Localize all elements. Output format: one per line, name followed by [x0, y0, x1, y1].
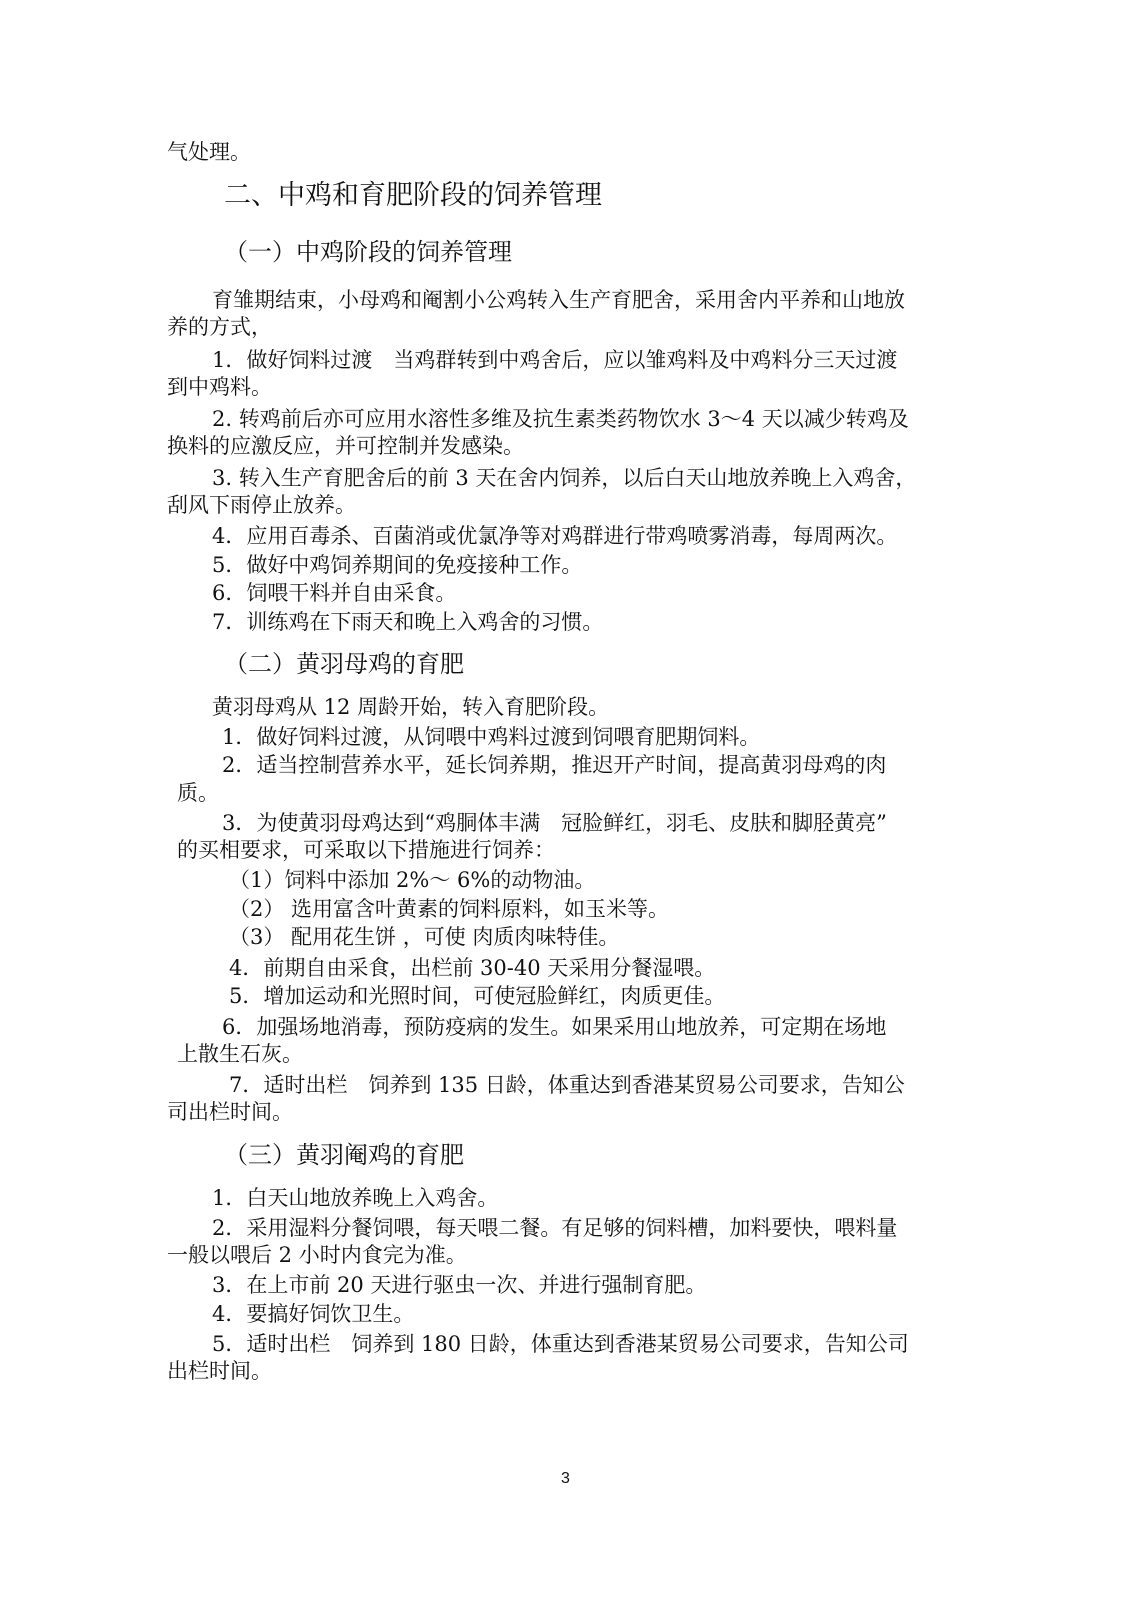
list-item-line: 5．做好中鸡饲养期间的免疫接种工作。 [212, 553, 583, 577]
list-item-line: 到中鸡料。 [167, 375, 272, 399]
list-item-line: 6．加强场地消毒，预防疫病的发生。如果采用山地放养，可定期在场地 [222, 1015, 887, 1039]
list-item-line: 3．为使黄羽母鸡达到“鸡胴体丰满 冠脸鲜红，羽毛、皮肤和脚胫黄亮” [222, 811, 887, 835]
intro-tail-text: 气处理。 [167, 140, 251, 164]
list-item-line: 司出栏时间。 [167, 1100, 293, 1124]
list-item-line: 质。 [177, 781, 219, 805]
list-item-line: 出栏时间。 [167, 1359, 272, 1383]
list-item-line: 6．饲喂干料并自由采食。 [212, 581, 457, 605]
sub-list-item: （1）饲料中添加 2%～ 6%的动物油。 [229, 868, 596, 892]
section-heading: 二、中鸡和育肥阶段的饲养管理 [224, 180, 602, 211]
list-item-line: 4．要搞好饲饮卫生。 [212, 1302, 415, 1326]
paragraph-line: 育雏期结束，小母鸡和阉割小公鸡转入生产育肥舍，采用舍内平养和山地放 [212, 288, 905, 312]
list-item-line: 上散生石灰。 [177, 1042, 303, 1066]
sub-list-item: （2） 选用富含叶黄素的饲料原料，如玉米等。 [229, 897, 670, 921]
page-number: 3 [561, 1470, 570, 1487]
list-item-line: 的买相要求，可采取以下措施进行饲养： [177, 838, 555, 862]
list-item-line: 2. 转鸡前后亦可应用水溶性多维及抗生素类药物饮水 3～4 天以减少转鸡及 [212, 407, 909, 431]
list-item-line: 2．适当控制营养水平，延长饲养期，推迟开产时间，提高黄羽母鸡的肉 [222, 753, 887, 777]
list-item-line: 1．做好饲料过渡 当鸡群转到中鸡舍后，应以雏鸡料及中鸡料分三天过渡 [212, 348, 898, 372]
paragraph-line: 黄羽母鸡从 12 周龄开始，转入育肥阶段。 [212, 695, 610, 719]
list-item-line: 7．训练鸡在下雨天和晚上入鸡舍的习惯。 [212, 610, 604, 634]
sub-list-item: （3） 配用花生饼 ，可使 肉质肉味特佳。 [229, 925, 620, 949]
paragraph-line: 养的方式， [167, 315, 272, 339]
list-item-line: 4．应用百毒杀、百菌消或优氯净等对鸡群进行带鸡喷雾消毒，每周两次。 [212, 524, 898, 548]
list-item-line: 4．前期自由采食，出栏前 30-40 天采用分餐湿喂。 [229, 956, 716, 980]
list-item-line: 7．适时出栏 饲养到 135 日龄，体重达到香港某贸易公司要求，告知公 [229, 1073, 905, 1097]
list-item-line: 5．增加运动和光照时间，可使冠脸鲜红，肉质更佳。 [229, 984, 726, 1008]
subsection-heading-2: （二）黄羽母鸡的育肥 [224, 650, 464, 678]
list-item-line: 换料的应激反应，并可控制并发感染。 [167, 434, 524, 458]
list-item-line: 2．采用湿料分餐饲喂，每天喂二餐。有足够的饲料槽，加料要快，喂料量 [212, 1216, 898, 1240]
list-item-line: 一般以喂后 2 小时内食完为准。 [167, 1243, 467, 1267]
list-item-line: 1．做好饲料过渡，从饲喂中鸡料过渡到饲喂育肥期饲料。 [222, 725, 761, 749]
subsection-heading-3: （三）黄羽阉鸡的育肥 [224, 1141, 464, 1169]
list-item-line: 1．白天山地放养晚上入鸡舍。 [212, 1186, 499, 1210]
subsection-heading-1: （一）中鸡阶段的饲养管理 [224, 238, 512, 266]
list-item-line: 刮风下雨停止放养。 [167, 493, 356, 517]
list-item-line: 5．适时出栏 饲养到 180 日龄，体重达到香港某贸易公司要求，告知公司 [212, 1332, 909, 1356]
list-item-line: 3. 转入生产育肥舍后的前 3 天在舍内饲养，以后白天山地放养晚上入鸡舍， [212, 466, 917, 490]
list-item-line: 3．在上市前 20 天进行驱虫一次、并进行强制育肥。 [212, 1273, 707, 1297]
